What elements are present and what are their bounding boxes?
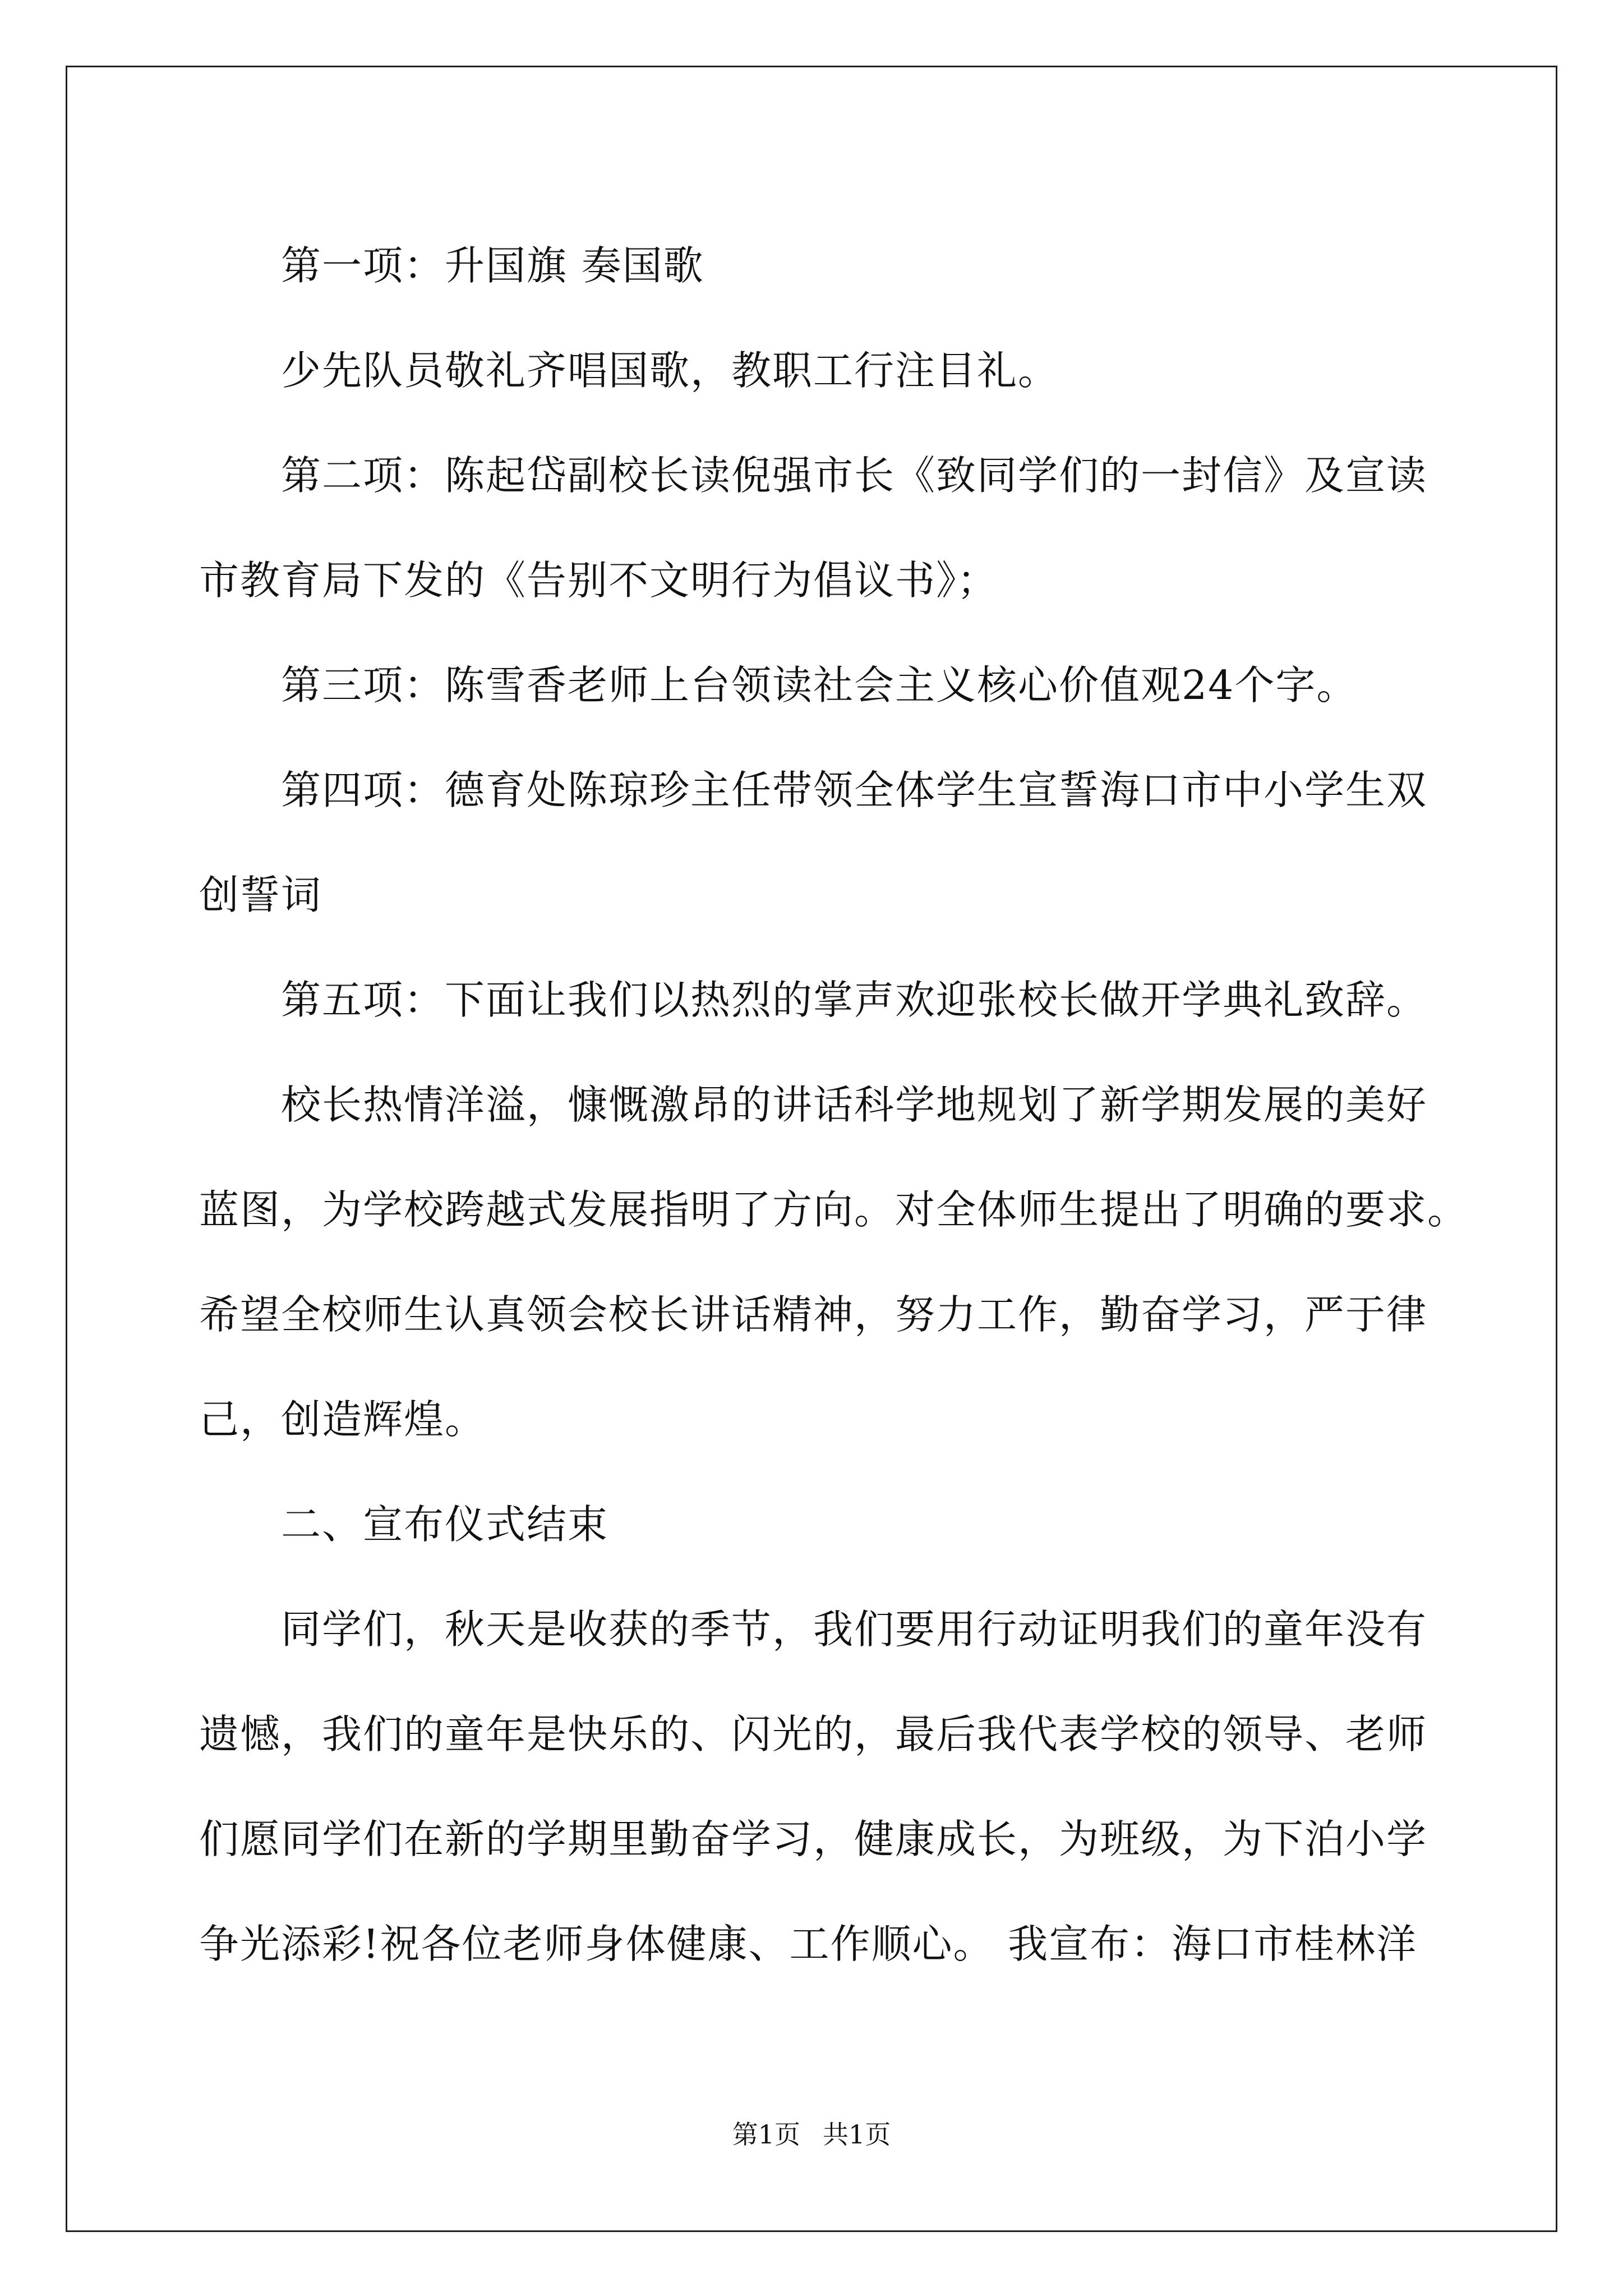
text-line: 第三项：陈雪香老师上台领读社会主义核心价值观24个字。: [199, 662, 1358, 708]
text-line: 第四项：德育处陈琼珍主任带领全体学生宣誓海口市中小学生双: [199, 767, 1428, 813]
text-line: 遗憾，我们的童年是快乐的、闪光的，最后我代表学校的领导、老师: [199, 1711, 1428, 1757]
page-footer: [0, 2118, 1623, 2151]
text-line: 己，创造辉煌。: [199, 1396, 486, 1443]
text-line: 们愿同学们在新的学期里勤奋学习，健康成长，为班级，为下泊小学: [199, 1816, 1428, 1862]
document-body: [199, 213, 1469, 1996]
page-number: 第1页: [732, 2119, 800, 2150]
text-line: 第二项：陈起岱副校长读倪强市长《致同学们的一封信》及宣读: [199, 452, 1428, 499]
text-line: 同学们，秋天是收获的季节，我们要用行动证明我们的童年没有: [199, 1606, 1428, 1653]
page-total: 共1页: [823, 2119, 891, 2150]
text-line: 第五项：下面让我们以热烈的掌声欢迎张校长做开学典礼致辞。: [199, 977, 1428, 1023]
text-line: 第一项：升国旗 奏国歌: [199, 242, 704, 289]
text-line: 创誓词: [199, 872, 322, 918]
text-line: 校长热情洋溢，慷慨激昂的讲话科学地规划了新学期发展的美好: [199, 1082, 1428, 1128]
text-line: 争光添彩!祝各位老师身体健康、工作顺心。 我宣布：海口市桂林洋: [199, 1921, 1418, 1967]
text-line: 二、宣布仪式结束: [199, 1501, 609, 1548]
text-line: 市教育局下发的《告别不文明行为倡议书》；: [199, 557, 998, 604]
text-line: 蓝图，为学校跨越式发展指明了方向。对全体师生提出了明确的要求。: [199, 1186, 1469, 1233]
text-line: 少先队员敬礼齐唱国歌，教职工行注目礼。: [199, 347, 1059, 394]
text-line: 希望全校师生认真领会校长讲话精神，努力工作，勤奋学习，严于律: [199, 1291, 1428, 1338]
